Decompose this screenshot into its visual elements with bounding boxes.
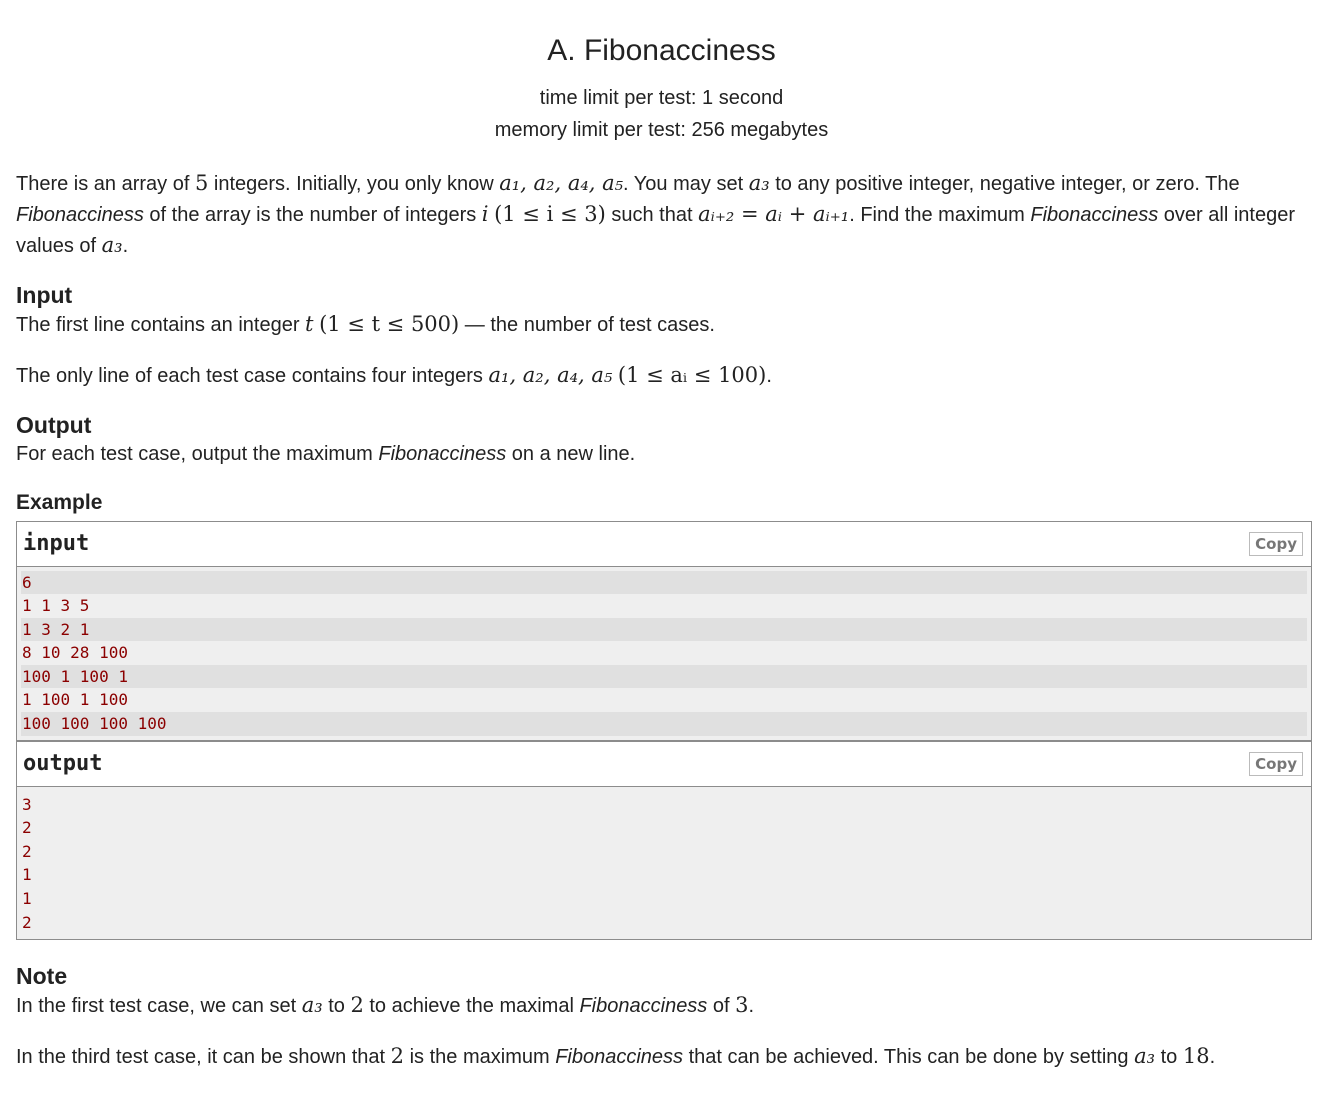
- text: The first line contains an integer: [16, 313, 306, 336]
- term: Fibonacciness: [16, 203, 144, 226]
- math: a₃: [301, 992, 323, 1017]
- note-paragraph-2: [16, 1041, 1307, 1072]
- text: .: [748, 994, 755, 1017]
- output-section-title: Output: [16, 411, 92, 438]
- memory-limit: memory limit per test: 256 megabytes: [494, 118, 829, 141]
- text: . Find the maximum: [849, 203, 1031, 226]
- text: .: [122, 234, 129, 257]
- example-title: Example: [16, 490, 103, 514]
- note-paragraph-1: [16, 990, 1307, 1021]
- text: .: [766, 364, 772, 387]
- input-paragraph-1: [16, 309, 1307, 340]
- text: of: [707, 994, 736, 1017]
- copy-input-button[interactable]: Copy: [1249, 532, 1303, 556]
- term: Fibonacciness: [579, 994, 708, 1017]
- sample-line: 1 1 3 5: [22, 596, 90, 616]
- sample-line: 3: [22, 794, 32, 814]
- sample-line: 1: [22, 889, 32, 909]
- term: Fibonacciness: [555, 1045, 684, 1068]
- text: There is an array of: [16, 172, 195, 195]
- sample-line: 2: [22, 818, 32, 838]
- sample-line: 100 1 100 1: [21, 665, 1307, 689]
- math: a₃: [1134, 1043, 1156, 1068]
- output-label: output: [23, 751, 103, 777]
- sample-line: 1 3 2 1: [21, 618, 1307, 642]
- text: For each test case, output the maximum: [16, 442, 379, 465]
- text: to: [1155, 1045, 1183, 1068]
- problem-header: [16, 0, 1307, 146]
- math: 2: [350, 992, 364, 1017]
- input-label: input: [23, 531, 90, 556]
- text: The only line of each test case contains four integers: [16, 364, 489, 387]
- text: to achieve the maximal: [363, 994, 580, 1017]
- math: i: [481, 201, 489, 226]
- sample-line: 2: [22, 912, 32, 932]
- sample-line: 1: [22, 865, 32, 885]
- math: 2: [390, 1043, 405, 1068]
- math: t: [305, 311, 314, 336]
- input-header: [17, 522, 1311, 567]
- math: aᵢ₊₂ = aᵢ + aᵢ₊₁: [698, 201, 850, 226]
- text: on a new line.: [506, 442, 636, 465]
- sample-line: 1 100 1 100: [22, 690, 128, 710]
- text: over all integer values of: [16, 203, 1295, 257]
- problem-statement: [16, 168, 1307, 1072]
- math: (1 ≤ aᵢ ≤ 100): [617, 362, 767, 387]
- text: to any positive integer, negative integer, or zero. The: [769, 172, 1240, 195]
- output-content: [17, 787, 1311, 939]
- input-paragraph-2: [16, 360, 1307, 391]
- math: (1 ≤ i ≤ 3): [494, 201, 606, 226]
- math: a₃: [101, 232, 123, 257]
- statement-paragraph: [16, 168, 1307, 261]
- input-section-title: Input: [16, 281, 73, 308]
- text: .: [1209, 1045, 1216, 1068]
- text: is the maximum: [404, 1045, 556, 1068]
- output-header: [17, 742, 1311, 787]
- sample-tests: [16, 521, 1312, 940]
- text: such that: [605, 203, 699, 226]
- sample-line: 100 100 100 100: [21, 712, 1307, 736]
- math: a₁, a₂, a₄, a₅: [499, 170, 624, 195]
- term: Fibonacciness: [1030, 203, 1159, 226]
- sample-line: 8 10 28 100: [22, 643, 128, 663]
- text: In the first test case, we can set: [16, 994, 302, 1017]
- sample-line: 6: [21, 571, 1307, 595]
- text: integers. Initially, you only know: [208, 172, 500, 195]
- text: to: [322, 994, 351, 1017]
- term: Fibonacciness: [378, 442, 507, 465]
- text: In the third test case, it can be shown that: [16, 1045, 391, 1068]
- text: . You may set: [623, 172, 749, 195]
- math: 18: [1182, 1043, 1210, 1068]
- note-section-title: Note: [16, 962, 68, 989]
- math: 5: [194, 170, 209, 195]
- copy-output-button[interactable]: Copy: [1249, 752, 1303, 776]
- input-content: [17, 567, 1311, 740]
- text: that can be achieved. This can be done by setting: [683, 1045, 1135, 1068]
- text: of the array is the number of integers: [143, 203, 482, 226]
- math: (1 ≤ t ≤ 500): [319, 311, 460, 336]
- math: 3: [735, 992, 749, 1017]
- time-limit: time limit per test: 1 second: [539, 86, 784, 109]
- output-paragraph: [16, 439, 1307, 469]
- text: — the number of test cases.: [459, 313, 715, 336]
- math: a₃: [748, 170, 770, 195]
- sample-line: 2: [22, 841, 32, 861]
- math: a₁, a₂, a₄, a₅: [488, 362, 613, 387]
- problem-title: A. Fibonacciness: [547, 34, 776, 67]
